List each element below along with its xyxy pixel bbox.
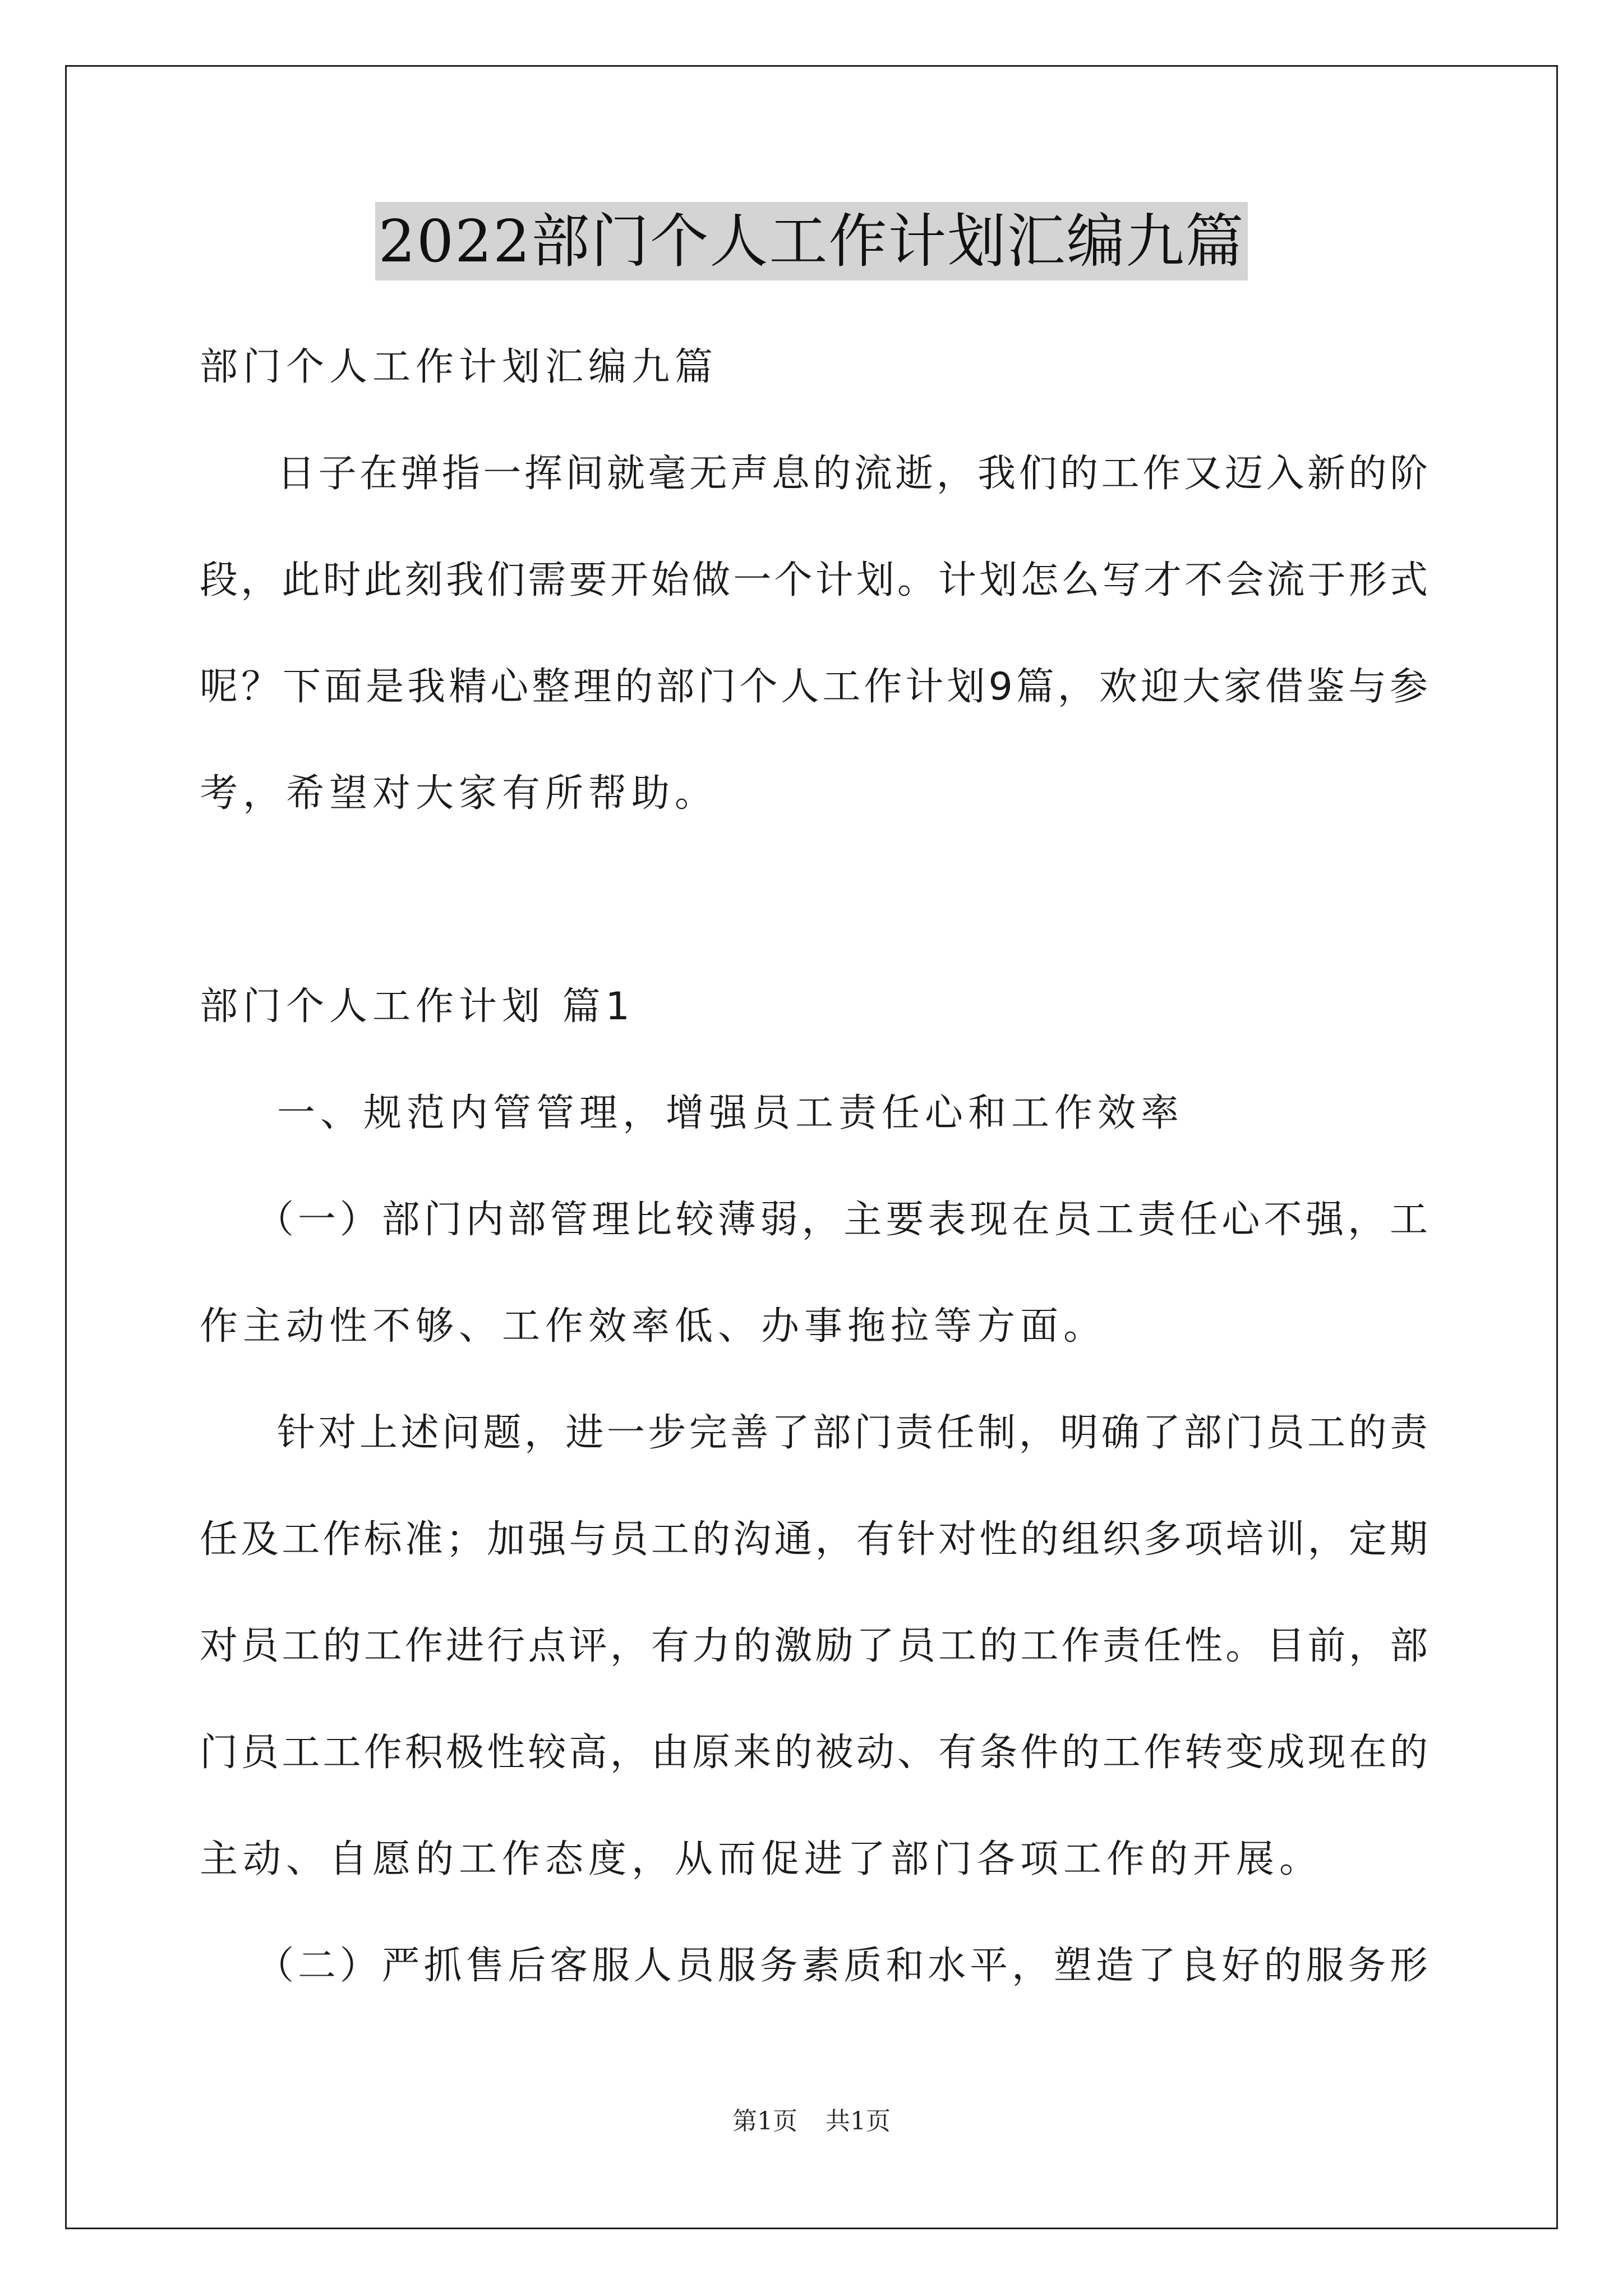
document-title: 2022部门个人工作计划汇编九篇 — [375, 202, 1248, 280]
intro-line: 日子在弹指一挥间就毫无声息的流逝，我们的工作又迈入新的阶 — [277, 452, 1428, 496]
paragraph-line: 主动、自愿的工作态度，从而促进了部门各项工作的开展。 — [200, 1837, 1323, 1881]
item-line: （二）严抓售后客服人员服务素质和水平，塑造了良好的服务形 — [256, 1944, 1428, 1988]
section-heading: 部门个人工作计划 篇1 — [200, 984, 635, 1029]
paragraph-line: 门员工工作积极性较高，由原来的被动、有条件的工作转变成现在的 — [200, 1731, 1428, 1775]
page-number: 第1页 — [732, 2107, 797, 2136]
paragraph-line: 对员工的工作进行点评，有力的激励了员工的工作责任性。目前，部 — [200, 1624, 1428, 1668]
document-body — [200, 314, 1428, 2019]
paragraph-line: 针对上述问题，进一步完善了部门责任制，明确了部门员工的责 — [277, 1411, 1428, 1455]
intro-line: 呢？下面是我精心整理的部门个人工作计划9篇，欢迎大家借鉴与参 — [200, 665, 1428, 709]
intro-line: 考，希望对大家有所帮助。 — [200, 771, 718, 816]
page-total: 共1页 — [826, 2107, 891, 2136]
item-line: （一）部门内部管理比较薄弱，主要表现在员工责任心不强，工 — [256, 1198, 1428, 1242]
point-heading: 一、规范内管管理，增强员工责任心和工作效率 — [277, 1091, 1184, 1135]
document-subtitle: 部门个人工作计划汇编九篇 — [200, 345, 718, 389]
item-line: 作主动性不够、工作效率低、办事拖拉等方面。 — [200, 1304, 1107, 1349]
paragraph-gap — [200, 847, 1428, 954]
title-container — [0, 202, 1623, 280]
paragraph-line: 任及工作标准；加强与员工的沟通，有针对性的组织多项培训，定期 — [200, 1517, 1428, 1562]
page-footer — [0, 2101, 1623, 2137]
intro-line: 段，此时此刻我们需要开始做一个计划。计划怎么写才不会流于形式 — [200, 558, 1428, 602]
